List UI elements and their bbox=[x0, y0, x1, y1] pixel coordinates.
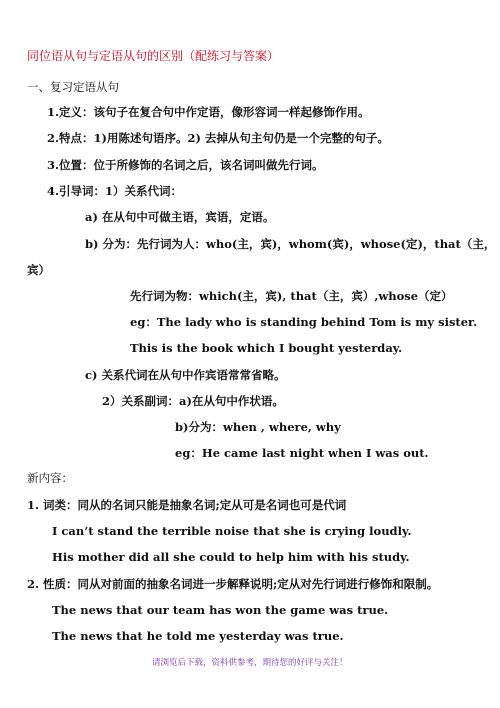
text-example-2: This is the book which I bought yesterday. bbox=[130, 341, 403, 355]
text-relative-adverb: 2）关系副词：a)在从句中作状语。 bbox=[102, 394, 284, 408]
document-title: 同位语从句与定语从句的区别（配练习与答案） bbox=[27, 49, 280, 63]
text-nature-eg2: The news that he told me yesterday was true. bbox=[52, 629, 344, 643]
text-introducers: 4.引导词：1）关系代词： bbox=[47, 184, 183, 198]
text-word-class-eg1: I can’t stand the terrible noise that she is crying loudly. bbox=[52, 524, 412, 538]
text-nature-eg1: The news that our team has won the game was true. bbox=[52, 603, 389, 617]
text-antecedent-thing: 先行词为物：which(主，宾), that（主，宾）,whose（定） bbox=[130, 289, 453, 303]
text-word-class-eg2: His mother did all she could to help him with his study. bbox=[52, 550, 410, 564]
text-position: 3.位置：位于所修饰的名词之后，该名词叫做先行词。 bbox=[47, 158, 324, 172]
text-adverb-example: eg：He came last night when I was out. bbox=[175, 446, 429, 460]
text-features: 2.特点：1)用陈述句语序。2) 去掉从句主句仍是一个完整的句子。 bbox=[47, 131, 389, 145]
section-heading-review: 一、复习定语从句 bbox=[27, 80, 119, 94]
text-nature: 2. 性质：同从对前面的抽象名词进一步解释说明;定从对先行词进行修饰和限制。 bbox=[27, 577, 439, 591]
text-adverb-types: b)分为：when , where, why bbox=[175, 420, 341, 434]
text-item-b: b) 分为：先行词为人：who(主，宾)，whom(宾)，whose(定)，that（主， bbox=[85, 237, 496, 251]
text-example-1: eg：The lady who is standing behind Tom is my sister. bbox=[130, 315, 478, 329]
footer-note: 请浏览后下载，资料供参考，期待您的好评与关注！ bbox=[152, 658, 348, 668]
section-heading-new: 新内容： bbox=[27, 471, 73, 485]
text-item-b-cont: 宾） bbox=[27, 263, 50, 277]
text-item-c: c) 关系代词在从句中作宾语常常省略。 bbox=[85, 368, 286, 382]
text-item-a: a) 在从句中可做主语，宾语，定语。 bbox=[85, 210, 275, 224]
text-definition: 1.定义：该句子在复合句中作定语，像形容词一样起修饰作用。 bbox=[47, 105, 370, 119]
text-word-class: 1. 词类：同从的名词只能是抽象名词;定从可是名词也可是代词 bbox=[27, 498, 347, 512]
